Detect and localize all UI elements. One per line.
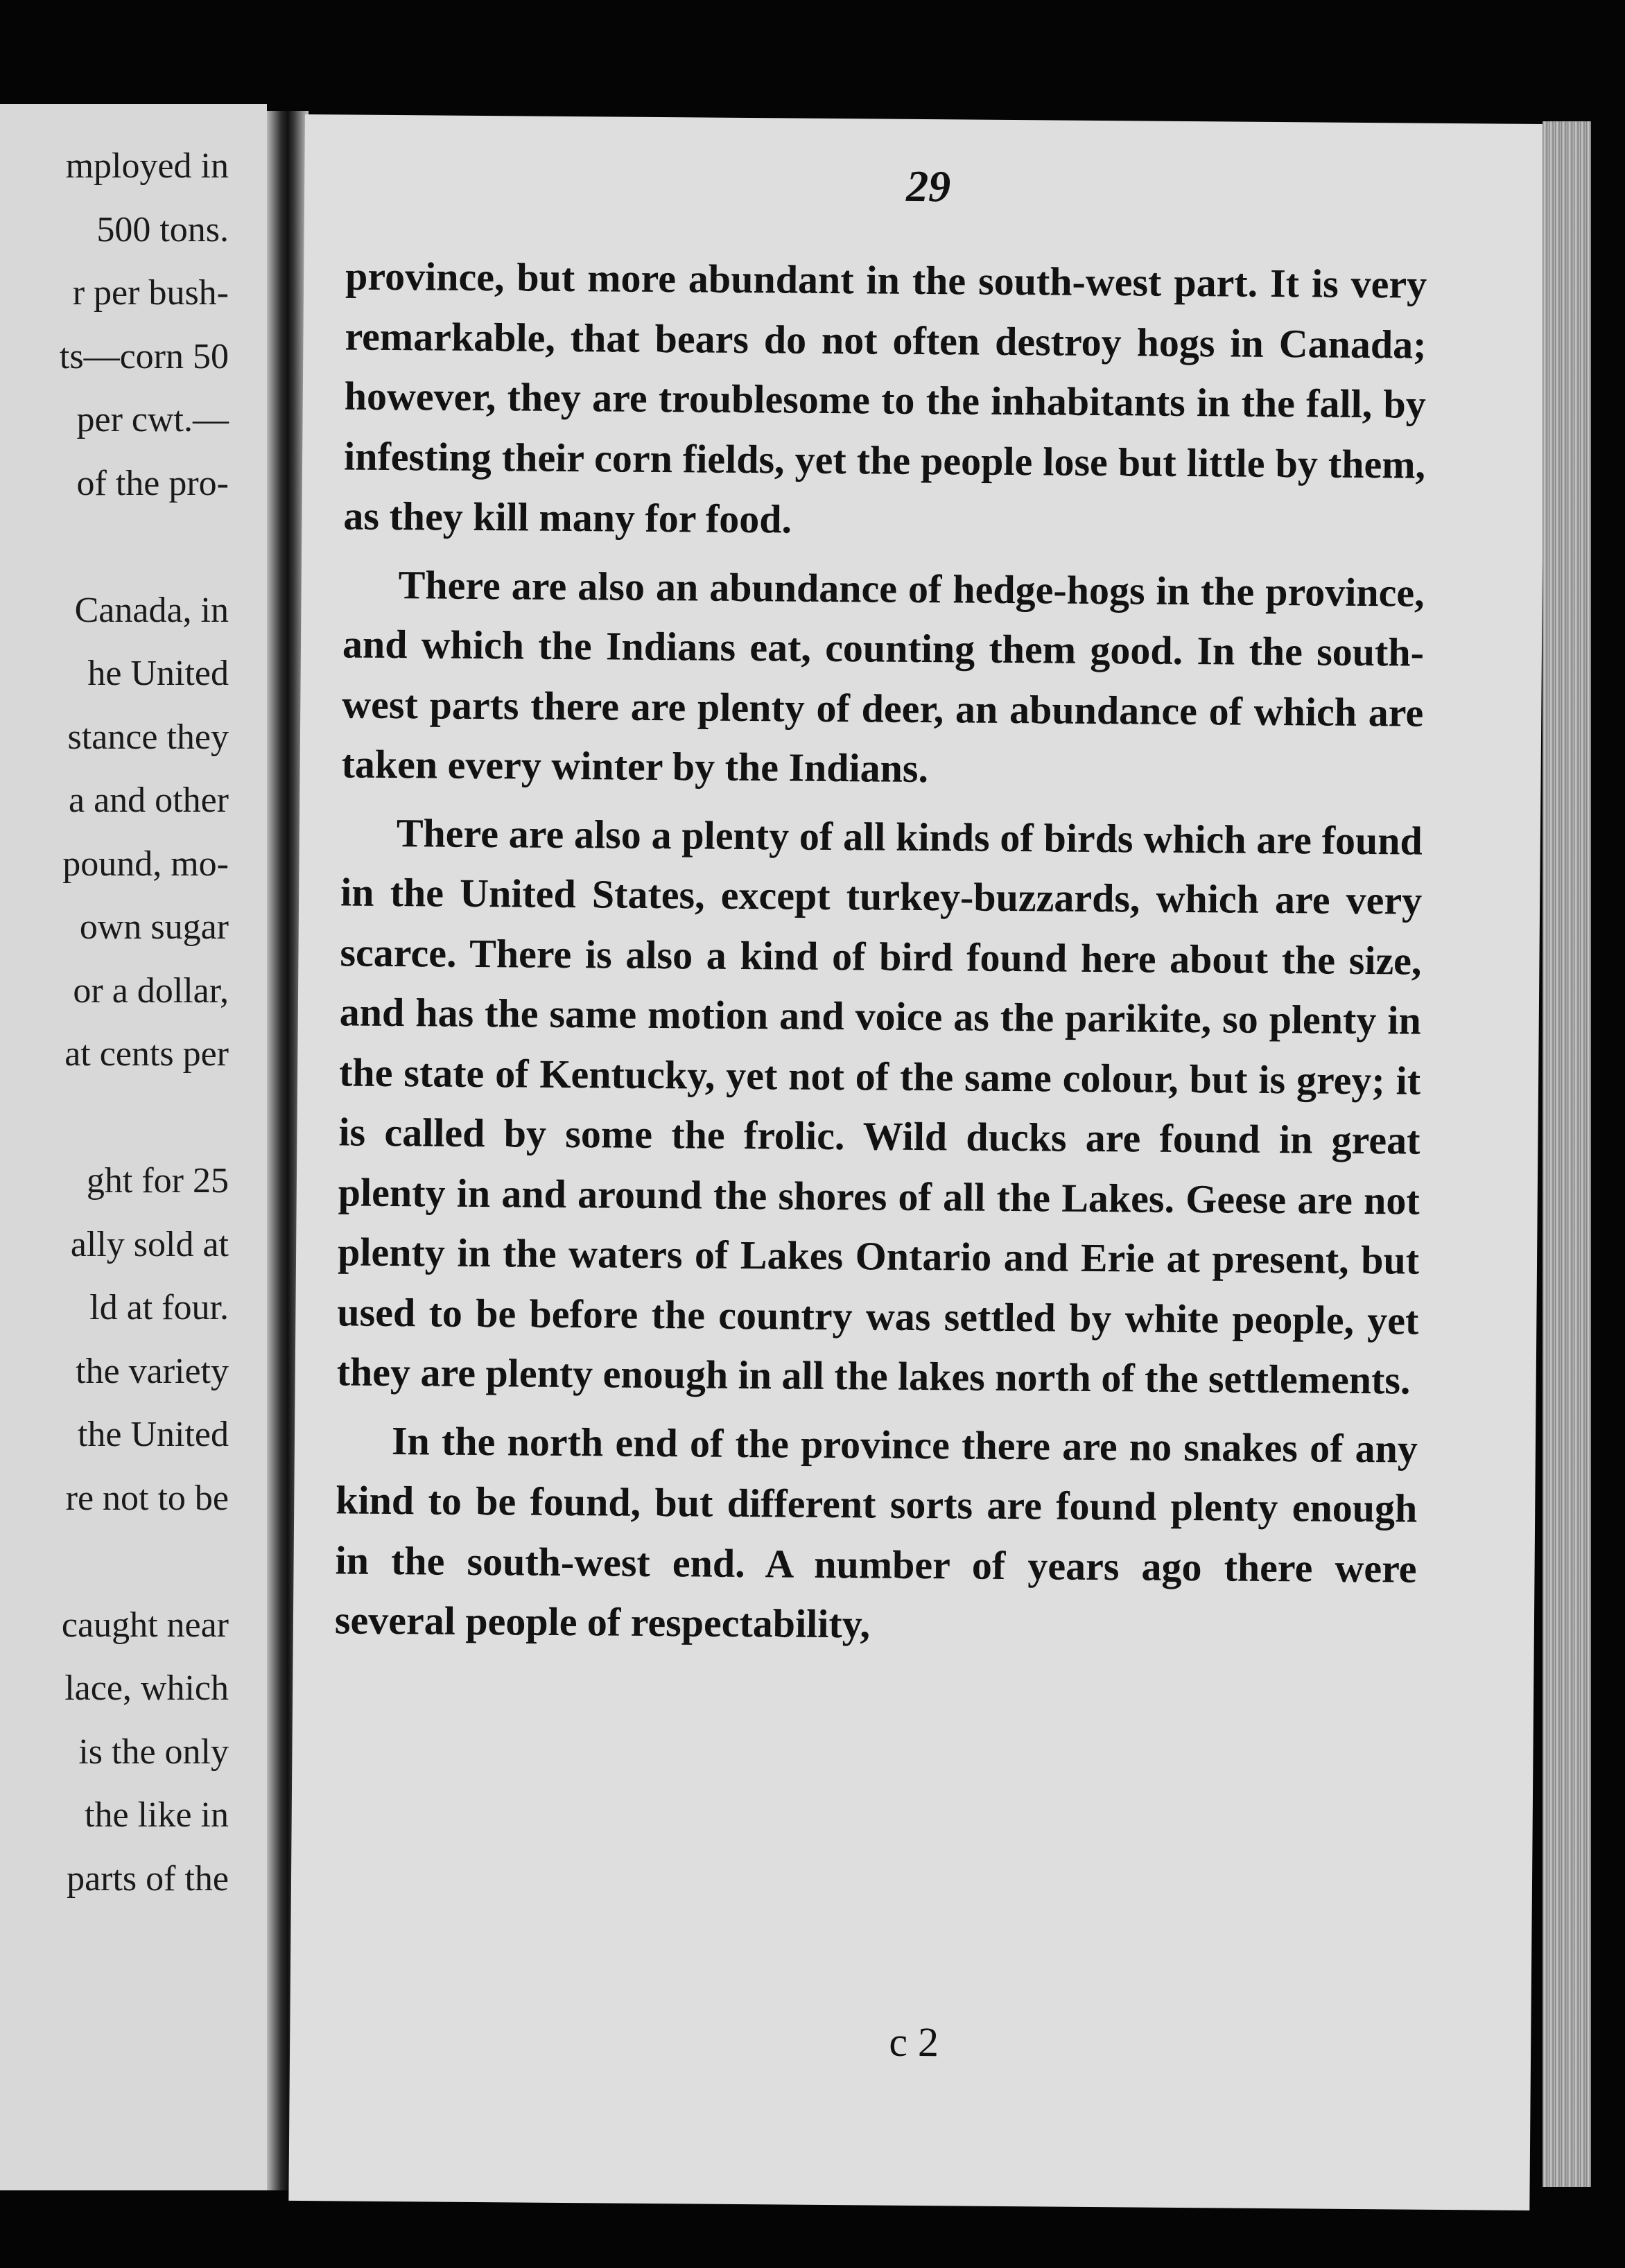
left-page-line: re not to be [65,1478,229,1518]
paragraph-2: There are also an abundance of hedge-hogs in the province, and which the Indians eat, counting them good. In the south-west parts there are plenty of deer, an abundance of which are taken every winter by the Indians. [341,561,1425,792]
left-page-line: ld at four. [89,1288,229,1327]
paragraph-3: There are also a plenty of all kinds of birds which are found in the United States, except turkey-buzzards, which are very scarce. There is also a kind of bird found here about the size, and has the same motion and voice as the parikite, so plenty in the state of Kentucky, yet not of the same colour, but is grey; it is called by some the frolic. Wild ducks are found in great plenty in and around the shores of all the Lakes. Geese are not plenty in the waters of Lakes Ontario and Erie at present, but used to be before the country was settled by white people, yet they are plenty enough in all the lakes north of the settlements. [336,810,1423,1403]
left-page-line: ally sold at [70,1224,229,1264]
left-page-line: own sugar [79,907,229,947]
page-body [335,246,1427,1659]
left-page-line: or a dollar, [73,970,229,1011]
left-page-line: the United [77,1415,229,1454]
left-page-line: 500 tons. [96,209,229,250]
left-page-line: r per bush- [72,273,229,313]
left-page-line: ts—corn 50 [59,336,229,376]
left-page-line: ght for 25 [86,1161,229,1201]
left-page-line: a and other [68,780,229,820]
paragraph-4: In the north end of the province there are no snakes of any kind to be found, but different sorts are found plenty enough in the south-west end. A number of years ago there were several people of respectability, [334,1418,1418,1647]
right-page [288,114,1546,2210]
left-page-line: per cwt.— [76,400,229,439]
left-page-line: lace, which [64,1668,229,1708]
left-page-line: stance they [67,717,229,757]
paragraph-1: province, but more abundant in the south-west part. It is very remarkable, that bears do not often destroy hogs in Canada; however, they are troublesome to the inhabitants in the fall, by infesting their corn fields, yet the people lose but little by them, as they kill many for food. [343,253,1427,542]
left-page-line: the variety [76,1351,229,1391]
left-page [0,104,267,2190]
left-page-line: the like in [85,1795,229,1835]
left-page-line: parts of the [67,1858,229,1899]
left-page-line: Canada, in [74,590,229,630]
left-page-line: he United [87,654,229,693]
left-page-line: at cents per [64,1034,229,1074]
left-page-line: is the only [78,1731,229,1772]
page-edges [1543,121,1591,2187]
page-number: 29 [905,161,951,211]
signature-mark: c 2 [889,2018,939,2066]
left-page-line: pound, mo- [62,844,229,884]
left-page-line: mployed in [65,146,229,186]
left-page-line: caught near [61,1605,229,1645]
left-page-line: of the pro- [76,463,229,503]
